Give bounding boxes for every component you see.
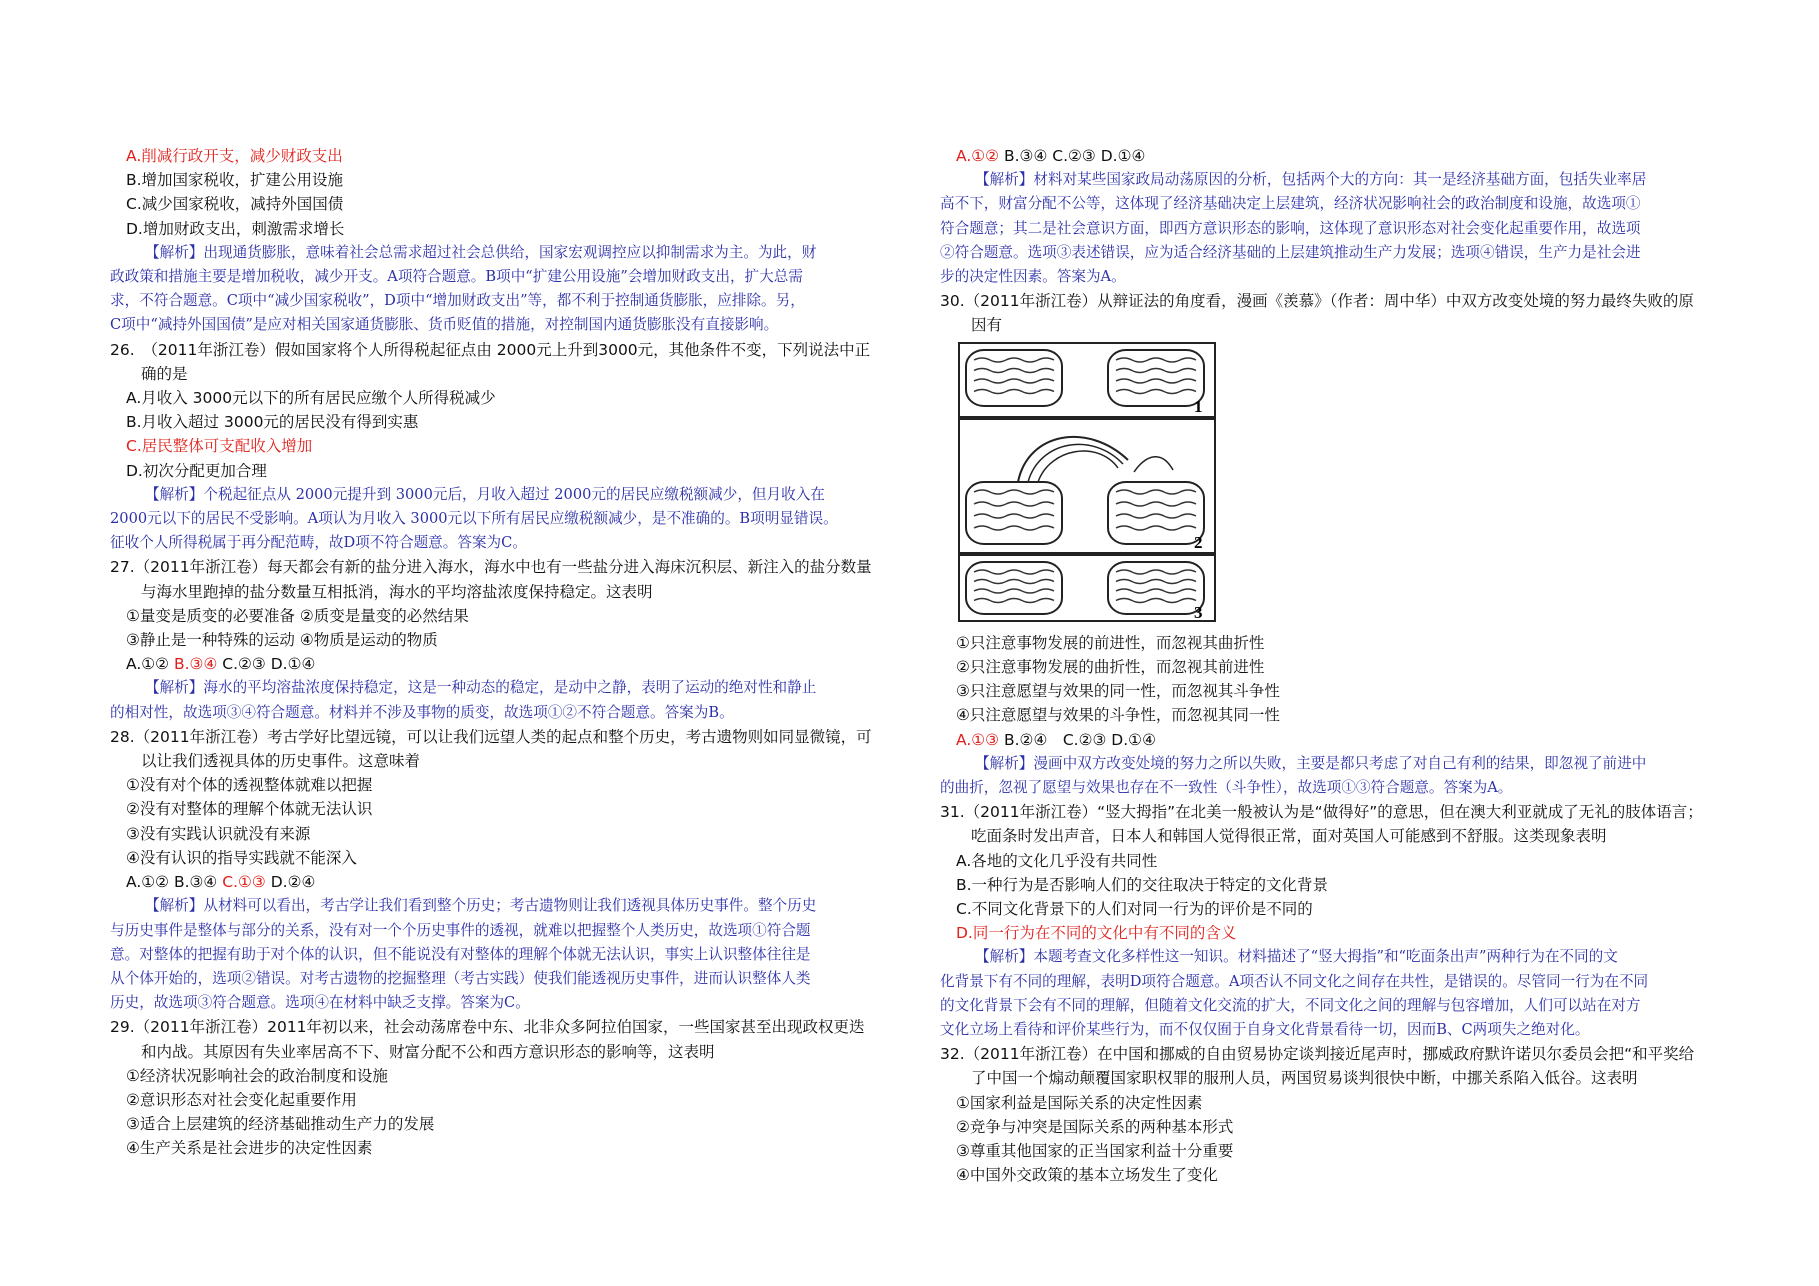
panel-number: 1 [1194,396,1203,416]
statement-item: ④生产关系是社会进步的决定性因素 [126,1139,373,1158]
option-line[interactable]: D.初次分配更加合理 [126,461,267,480]
question-stem: 26. （2011年浙江卷）假如国家将个人所得税起征点由 2000元上升到3000元，其他条件不变，下列说法中正 [110,340,871,359]
jump-arc [1018,437,1128,482]
answer-line [110,870,890,894]
statement-item: ②没有对整体的理解个体就无法认识 [126,800,373,819]
answer-suffix: B.③④ C.②③ D.①④ [999,147,1146,165]
statement-item: ①经济状况影响社会的政治制度和设施 [126,1066,388,1085]
option-line[interactable]: B.月收入超过 3000元的居民没有得到实惠 [126,413,419,432]
question-stem: 和内战。其原因有失业率居高不下、财富分配不公和西方意识形态的影响等，这表明 [110,1042,715,1061]
statement-item: ③没有实践认识就没有来源 [126,824,311,843]
right-column [940,144,1720,1188]
answer-prefix: A.①② [126,655,174,674]
answer-correct: C.①③ [222,873,266,892]
question-stem: 31.（2011年浙江卷）“竖大拇指”在北美一般被认为是“做得好”的意思，但在澳大利亚就成了无礼的肢体语言； [940,803,1703,822]
analysis-line: 【解析】材料对某些国家政局动荡原因的分析，包括两个大的方向：其一是经济基础方面，包括失业率居 [975,171,1647,189]
statement-item: ③尊重其他国家的正当国家利益十分重要 [956,1142,1234,1161]
analysis-line: 政政策和措施主要是增加税收，减少开支。A项符合题意。B项中“扩建公用设施”会增加财政支出，扩大总需 [110,268,803,286]
question-stem: 27.（2011年浙江卷）每天都会有新的盐分进入海水，海水中也有一些盐分进入海床沉积层、新注入的盐分数量 [110,558,872,577]
analysis-line: 2000元以下的居民不受影响。A项认为月收入 3000元以下所有居民应缴税额减少，是不准确的。B项明显错误。 [110,510,838,528]
statement-item: ④只注意愿望与效果的斗争性，而忽视其同一性 [956,706,1280,725]
panel-number: 2 [1194,532,1203,552]
left-column [110,144,890,1161]
option-line[interactable]: D.同一行为在不同的文化中有不同的含义 [956,924,1237,943]
analysis-line: 文化立场上看待和评价某些行为，而不仅仅囿于自身文化背景看待一切，因而B、C两项失之绝对化。 [940,1021,1590,1039]
analysis-line: 【解析】漫画中双方改变处境的努力之所以失败，主要是都只考虑了对自己有利的结果，即忽视了前进中 [975,754,1647,772]
statement-item: ①只注意事物发展的前进性，而忽视其曲折性 [956,633,1265,652]
option-line[interactable]: A.月收入 3000元以下的所有居民应缴个人所得税减少 [126,389,496,408]
fish-tank-icon [966,482,1062,544]
analysis-line: 步的决定性因素。答案为A。 [940,268,1126,286]
statement-item: ④中国外交政策的基本立场发生了变化 [956,1166,1218,1185]
option-line[interactable]: C.居民整体可支配收入增加 [126,437,313,456]
cartoon-envy-image [958,342,1216,622]
question-stem: 与海水里跑掉的盐分数量互相抵消，海水的平均溶盐浓度保持稳定。这表明 [110,582,653,601]
answer-correct: A.①③ [956,730,1000,749]
statement-item: ①没有对个体的透视整体就难以把握 [126,776,373,795]
analysis-line: 高不下，财富分配不公等，这体现了经济基础决定上层建筑，经济状况影响社会的政治制度和设施，故选项① [940,195,1641,213]
question-stem: 30.（2011年浙江卷）从辩证法的角度看，漫画《羡慕》（作者：周中华）中双方改变处境的努力最终失败的原 [940,292,1694,311]
question-stem: 28.（2011年浙江卷）考古学好比望远镜，可以让我们远望人类的起点和整个历史，考古遗物则如同显微镜，可 [110,727,872,746]
option-line[interactable]: C.不同文化背景下的人们对同一行为的评价是不同的 [956,900,1313,919]
statement-item: ①国家利益是国际关系的决定性因素 [956,1093,1203,1112]
analysis-line: 【解析】海水的平均溶盐浓度保持稳定，这是一种动态的稳定，是动中之静，表明了运动的绝对性和静止 [145,679,817,697]
option-line[interactable]: C.减少国家税收，减持外国国债 [126,195,344,214]
option-line[interactable]: B.增加国家税收，扩建公用设施 [126,171,344,190]
answer-line [110,652,890,676]
option-line[interactable]: A.各地的文化几乎没有共同性 [956,851,1158,870]
statement-item: ④没有认识的指导实践就不能深入 [126,848,357,867]
answer-prefix: A.①② B.③④ [126,873,223,892]
analysis-line: 【解析】个税起征点从 2000元提升到 3000元后，月收入超过 2000元的居民应缴税额减少，但月收入在 [145,485,825,503]
analysis-line: 与历史事件是整体与部分的关系，没有对一个个历史事件的透视，就难以把握整个人类历史，故选项①符合题 [110,921,811,939]
analysis-line: 的相对性，故选项③④符合题意。材料并不涉及事物的质变，故选项①②不符合题意。答案为B。 [110,703,734,721]
analysis-line: 求，不符合题意。C项中“减少国家税收”，D项中“增加财政支出”等，都不利于控制通货膨胀，应排除。另， [110,292,805,310]
question-stem: 29.（2011年浙江卷）2011年初以来，社会动荡席卷中东、北非众多阿拉伯国家，一些国家甚至出现政权更迭 [110,1018,865,1037]
panel-number: 3 [1194,602,1203,622]
option-line[interactable]: D.增加财政支出，刺激需求增长 [126,219,345,238]
answer-line [940,728,1720,752]
question-stem: 确的是 [110,364,188,383]
analysis-line: 【解析】出现通货膨胀，意味着社会总需求超过社会总供给，国家宏观调控应以抑制需求为主。为此，财 [145,243,817,261]
question-stem: 了中国一个煽动颠覆国家职权罪的服刑人员，两国贸易谈判很快中断，中挪关系陷入低谷。这表明 [940,1069,1638,1088]
statement-item: ②只注意事物发展的曲折性，而忽视其前进性 [956,658,1265,677]
analysis-line: 从个体开始的，选项②错误。对考古遗物的挖掘整理（考古实践）使我们能透视历史事件，进而认识整体人类 [110,969,811,987]
analysis-line: 的文化背景下会有不同的理解，但随着文化交流的扩大，不同文化之间的理解与包容增加，人们可以站在对方 [940,996,1641,1014]
analysis-line: 征收个人所得税属于再分配范畴，故D项不符合题意。答案为C。 [110,534,527,552]
analysis-line: 化背景下有不同的理解，表明D项符合题意。A项否认不同文化之间存在共性，是错误的。尽管同一行为在不同 [940,972,1649,990]
analysis-line: 符合题意；其二是社会意识方面，即西方意识形态的影响，这体现了意识形态对社会变化起重要作用，故选项 [940,219,1641,237]
analysis-line: 的曲折，忽视了愿望与效果也存在不一致性（斗争性），故选项①③符合题意。答案为A。 [940,779,1513,797]
cartoon-panel [959,555,1215,621]
fish-tank-icon [1108,482,1204,544]
analysis-line: C项中“减持外国国债”是应对相关国家通货膨胀、货币贬值的措施，对控制国内通货膨胀没有直接影响。 [110,316,779,334]
answer-suffix: B.②④ C.②③ D.①④ [999,730,1156,749]
analysis-line: 【解析】从材料可以看出，考古学让我们看到整个历史；考古遗物则让我们透视具体历史事件。整个历史 [145,897,817,915]
question-stem: 因有 [940,316,1003,335]
answer-suffix: C.②③ D.①④ [217,655,316,674]
answer-correct: B.③④ [173,655,218,674]
answer-correct: A.①② [956,147,1000,165]
analysis-line: 历史，故选项③符合题意。选项④在材料中缺乏支撑。答案为C。 [110,994,530,1012]
statement-item: ③只注意愿望与效果的同一性，而忽视其斗争性 [956,682,1280,701]
option-line[interactable]: A.削减行政开支，减少财政支出 [126,147,343,165]
statement-item: ②意识形态对社会变化起重要作用 [126,1090,357,1109]
statement-item: ②竞争与冲突是国际关系的两种基本形式 [956,1117,1234,1136]
statement-item: ③适合上层建筑的经济基础推动生产力的发展 [126,1115,435,1134]
option-line[interactable]: B.一种行为是否影响人们的交往取决于特定的文化背景 [956,875,1329,894]
analysis-line: 意。对整体的把握有助于对个体的认识，但不能说没有对整体的理解个体就无法认识，事实上认识整体往往是 [110,945,811,963]
question-stem: 32.（2011年浙江卷）在中国和挪威的自由贸易协定谈判接近尾声时，挪威政府默许诺贝尔委员会把“和平奖给 [940,1045,1695,1064]
answer-line [940,144,1720,168]
answer-suffix: D.②④ [265,873,316,892]
analysis-line: ②符合题意。选项③表述错误，应为适合经济基础的上层建筑推动生产力发展；选项④错误，生产力是社会进 [940,243,1641,261]
question-stem: 吃面条时发出声音，日本人和韩国人觉得很正常，面对英国人可能感到不舒服。这类现象表明 [940,827,1607,846]
question-stem: 以让我们透视具体的历史事件。这意味着 [110,752,421,771]
statement-item: ③静止是一种特殊的运动 ④物质是运动的物质 [126,631,438,650]
analysis-line: 【解析】本题考查文化多样性这一知识。材料描述了“竖大拇指”和“吃面条出声”两种行为在不同的文 [975,948,1618,966]
statement-item: ①量变是质变的必要准备 ②质变是量变的必然结果 [126,606,469,625]
